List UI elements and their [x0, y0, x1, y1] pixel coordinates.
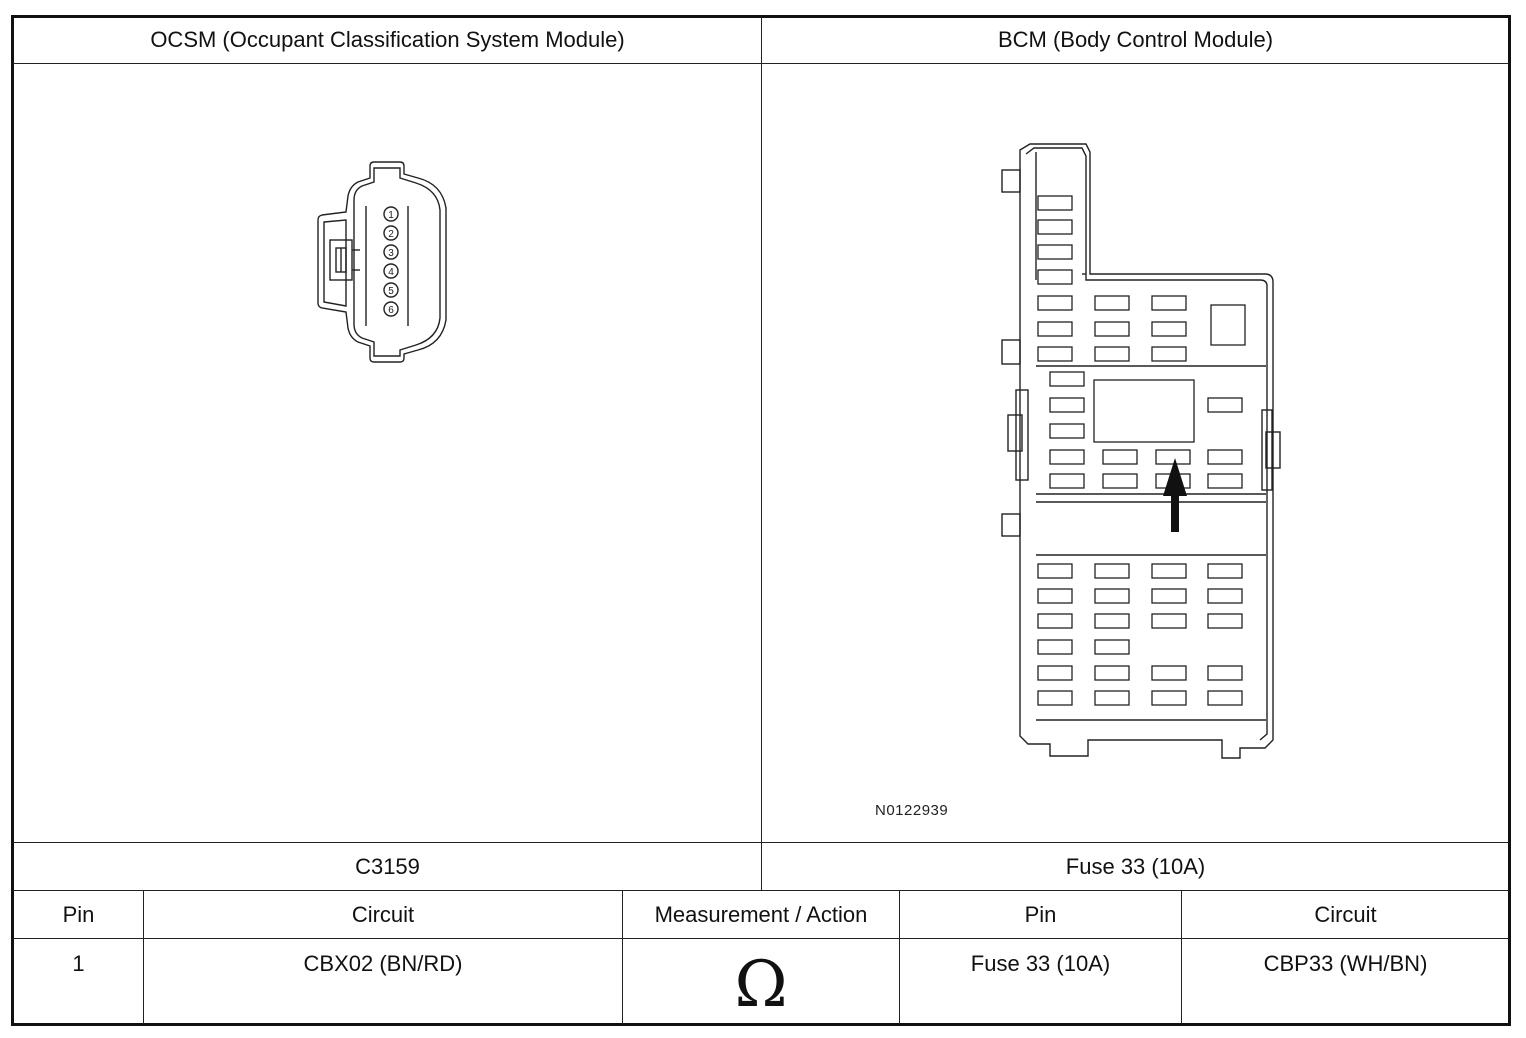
svg-text:4: 4 — [388, 267, 394, 278]
col-header-circuit-b: Circuit — [1314, 901, 1377, 927]
col-header-measurement: Measurement / Action — [654, 901, 868, 927]
col-header-pin-b: Pin — [1024, 901, 1057, 927]
label-fuse-33: Fuse 33 (10A) — [1065, 853, 1206, 879]
ocsm-connector-diagram — [300, 150, 470, 380]
connector-pin-3 — [384, 245, 398, 259]
connector-pin-1 — [384, 207, 398, 221]
table-row-pin-b: Fuse 33 (10A) — [970, 951, 1111, 976]
col-header-circuit-a: Circuit — [351, 901, 415, 927]
table-row-circuit-b: CBP33 (WH/BN) — [1263, 951, 1428, 976]
label-c3159: C3159 — [355, 853, 420, 879]
header-bcm: BCM (Body Control Module) — [997, 27, 1274, 52]
fuse-33-arrow-icon — [1163, 458, 1187, 532]
divider-center — [761, 17, 762, 891]
connector-pin-6 — [384, 302, 398, 316]
svg-text:3: 3 — [388, 248, 394, 259]
svg-text:1: 1 — [388, 210, 394, 221]
svg-text:5: 5 — [388, 286, 394, 297]
connector-pin-4 — [384, 264, 398, 278]
svg-text:2: 2 — [388, 229, 394, 240]
table-row-circuit-a: CBX02 (BN/RD) — [303, 951, 463, 976]
col-header-pin-a: Pin — [62, 901, 95, 927]
bcm-fuse-box-diagram — [990, 140, 1290, 765]
figure-code: N0122939 — [875, 802, 949, 819]
header-ocsm: OCSM (Occupant Classification System Module) — [150, 27, 625, 52]
connector-pin-5 — [384, 283, 398, 297]
connector-pin-2 — [384, 226, 398, 240]
ohm-icon: Ω — [734, 947, 788, 1022]
svg-text:6: 6 — [388, 305, 394, 316]
table-row-pin-a: 1 — [72, 951, 85, 976]
